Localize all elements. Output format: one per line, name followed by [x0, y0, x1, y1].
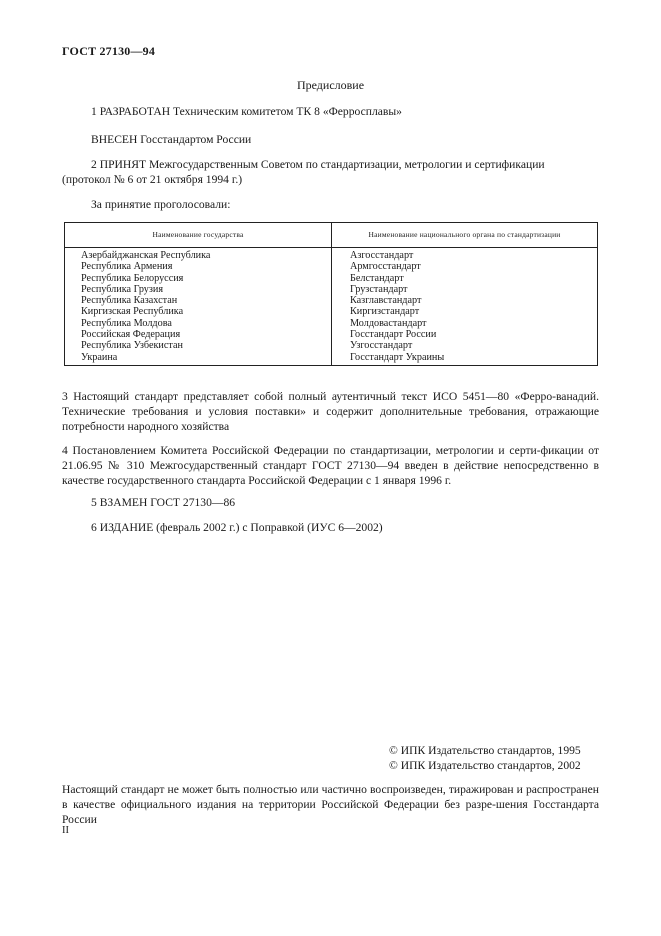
approval-table — [64, 222, 598, 366]
item-5-replaces: 5 ВЗАМЕН ГОСТ 27130—86 — [91, 496, 236, 509]
table-cell-body: Белстандарт — [350, 272, 404, 284]
table-cell-state: Республика Казахстан — [81, 295, 178, 307]
table-cell-state: Республика Узбекистан — [81, 340, 183, 352]
table-cell-state: Республика Армения — [81, 261, 173, 273]
copyright-2002: © ИПК Издательство стандартов, 2002 — [389, 759, 581, 772]
item-1-introduced: ВНЕСЕН Госстандартом России — [91, 133, 252, 146]
page-title: Предисловие — [296, 78, 365, 92]
table-cell-state: Российская Федерация — [81, 329, 181, 341]
table-column-divider — [331, 223, 332, 365]
table-cell-body: Азгосстандарт — [350, 250, 414, 261]
copyright-1995: © ИПК Издательство стандартов, 1995 — [389, 744, 581, 757]
table-header-body: Наименование национального органа по стандартизации — [368, 230, 561, 239]
table-cell-body: Узгосстандарт — [350, 340, 413, 352]
table-cell-state: Республика Молдова — [81, 317, 172, 329]
table-cell-body: Казглавстандарт — [350, 295, 422, 307]
table-cell-body: Грузстандарт — [350, 283, 408, 295]
item-3-text: 3 Настоящий стандарт представляет собой полный аутентичный текст ИСО 5451—80 «Ферро-ванадий. Технические требования и условия поставки» и содержит дополнительные требования, отражающие потребности народного хозяйства — [62, 390, 599, 433]
table-cell-state: Республика Грузия — [81, 283, 164, 295]
table-cell-state: Республика Белоруссия — [81, 272, 184, 284]
page-number: II — [62, 825, 69, 836]
table-cell-body: Киргизстандарт — [350, 306, 420, 318]
table-column-bodies — [350, 250, 444, 363]
item-4-text: 4 Постановлением Комитета Российской Федерации по стандартизации, метрологии и серти-фикации от 21.06.95 № 310 Межгосударственный стандарт ГОСТ 27130—94 введен в действие непосредственно в качестве государственного стандарта Российской Федерации с 1 января 1996 г. — [62, 444, 599, 487]
table-cell-body: Армгосстандарт — [350, 261, 421, 273]
table-cell-state: Киргизская Республика — [81, 306, 184, 318]
table-header-state: Наименование государства — [152, 230, 244, 239]
copyright-notice: Настоящий стандарт не может быть полностью или частично воспроизведен, тиражирован и распространен в качестве официального издания на территории Российской Федерации без разре-шения Госстандарта России — [62, 783, 599, 826]
item-6-edition: 6 ИЗДАНИЕ (февраль 2002 г.) с Поправкой (ИУС 6—2002) — [91, 521, 383, 534]
standard-code-header: ГОСТ 27130—94 — [62, 44, 156, 58]
table-cell-state: Азербайджанская Республика — [81, 250, 211, 261]
item-2-line-1: 2 ПРИНЯТ Межгосударственным Советом по стандартизации, метрологии и сертификации — [91, 158, 545, 171]
table-cell-state: Украина — [81, 351, 118, 363]
item-1-developed: 1 РАЗРАБОТАН Техническим комитетом ТК 8 «Ферросплавы» — [91, 105, 402, 118]
table-column-states — [81, 250, 210, 363]
table-cell-body: Молдовастандарт — [350, 317, 427, 329]
table-cell-body: Госстандарт России — [350, 329, 437, 341]
table-cell-body: Госстандарт Украины — [350, 351, 445, 363]
voted-label: За принятие проголосовали: — [91, 198, 231, 211]
item-2-line-2: (протокол № 6 от 21 октября 1994 г.) — [62, 173, 243, 186]
